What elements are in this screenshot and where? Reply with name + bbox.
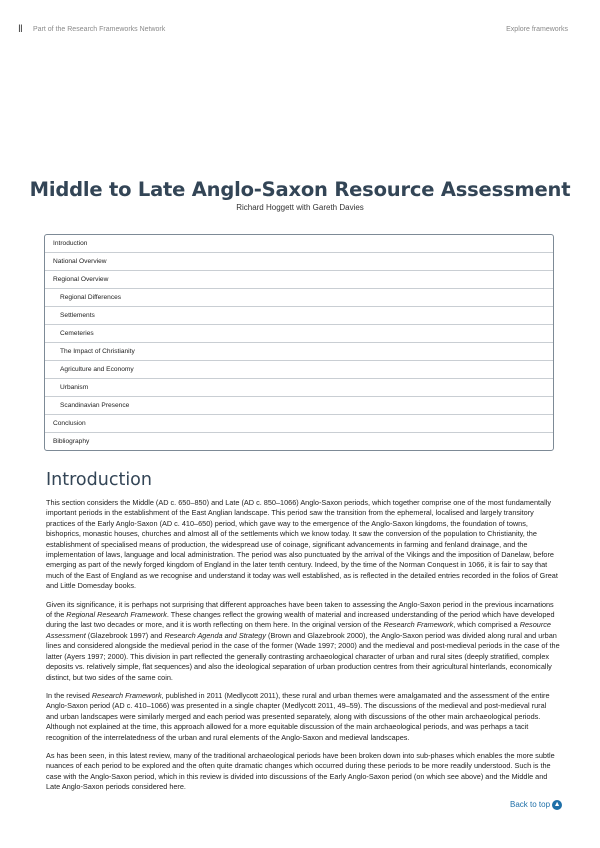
section-heading: Introduction <box>46 470 152 490</box>
back-to-top-button[interactable] <box>508 799 564 811</box>
toc-item-bibliography[interactable]: Bibliography <box>53 438 90 445</box>
toc-item-impact-of-christianity[interactable]: The Impact of Christianity <box>45 343 553 361</box>
paragraph: This section considers the Middle (AD c. 650–850) and Late (AD c. 850–1066) Anglo-Saxon periods, which together comprise one of the most fundamentally important periods in the establishment of the East Anglian landscape. This period saw the transition from the ephemeral, localised and largely transitory practices of the Early Anglo-Saxon (AD c. 410–650) period, which gave way to the emergence of the Anglo-Saxon kingdoms, the foundation of towns, bishoprics, monastic houses, churches and almost all of the settlements which we know today. It saw the conversion of the population to Christianity, the establishment of specialised means of production, the widespread use of coinage, significant advancements in farming and fenland drainage, and the implementation of laws, language and local administration. The period was also punctuated by the arrival of the Vikings and the imposition of Danelaw, before emerging as part of the newly forged kingdom of England in the later tenth century. Indeed, by the time of the Norman Conquest in 1066, it is fair to say that much of the East of England as we recognise and understand it today was well established, as is reflected in the detailed entries recorded in the folios of Great and Little Domesday books. <box>46 498 558 591</box>
toc-item-regional-differences[interactable]: Regional Differences <box>45 289 553 307</box>
toc-item-national-overview[interactable]: National Overview <box>45 253 553 271</box>
back-to-top-label: Back to top <box>510 800 551 809</box>
top-bar <box>0 0 600 60</box>
table-of-contents <box>44 234 554 451</box>
paragraph: Given its significance, it is perhaps not surprising that different approaches have been taken to assessing the Anglo-Saxon period in the previous incarnations of the Regional Research Framework. These changes reflect the growing wealth of material and increased understanding of the period which have developed during the last two decades or more, and it is worth reflecting on them here. In the original version of the Research Framework, which comprised a Resource Assessment (Glazebrook 1997) and Research Agenda and Strategy (Brown and Glazebrook 2000), the Anglo-Saxon period was divided along rural and urban lines and considered alongside the medieval period in the case of the former (Wade 1997; 2000) and the medieval and post-medieval periods in the case of the latter (Ayers 1997; 2000). This division in part reflected the generally contrasting archaeological character of urban and rural sites (deeply stratified, complex deposits vs. relatively simple, flat sequences) and also the ideological separation of urban production centres from their agricultural hinterlands, economically distinct, but two sides of the same coin. <box>46 599 560 682</box>
section-body <box>46 498 560 801</box>
toc-item-introduction[interactable]: Introduction <box>45 235 553 253</box>
toc-item-agriculture-and-economy[interactable]: Agriculture and Economy <box>45 361 553 379</box>
toc-item-urbanism[interactable]: Urbanism <box>45 379 553 397</box>
byline: Richard Hoggett with Gareth Davies <box>236 203 364 212</box>
network-link[interactable]: Part of the Research Frameworks Network <box>33 26 166 33</box>
page-title: Middle to Late Anglo-Saxon Resource Assessment <box>29 178 571 201</box>
paragraph: As has been seen, in this latest review, many of the traditional archaeological periods have been broken down into sub-phases which enables the more subtle nuances of each period to be explored and the often quite dramatic changes which occurred during these periods to be more readily understood. Such is the case with the Anglo-Saxon period, which in this review is divided into discussions of the Early Anglo-Saxon period (on which see above) and the Middle and Late Anglo-Saxon periods considered here. <box>46 750 555 792</box>
toc-item-regional-overview[interactable]: Regional Overview <box>45 271 553 289</box>
toc-item-conclusion[interactable]: Conclusion <box>45 415 553 433</box>
toc-item-settlements[interactable]: Settlements <box>45 307 553 325</box>
toc-item-cemeteries[interactable]: Cemeteries <box>45 325 553 343</box>
explore-frameworks-link[interactable]: Explore frameworks <box>506 26 568 33</box>
chevron-up-icon: ▲ <box>553 800 561 808</box>
toc-item-scandinavian-presence[interactable]: Scandinavian Presence <box>45 397 553 415</box>
paragraph: In the revised Research Framework, published in 2011 (Medlycott 2011), these rural and urban themes were amalgamated and the assessment of the entire Anglo-Saxon period (AD c. 410–1066) was presented in a single chapter (Medlycott 2011, 49–59). The discussions of the medieval and post-medieval rural and urban landscapes were similarly merged and each period was presented separately, along with discussions of the other main archaeological periods. Although not explained at the time, this approach allowed for a more equitable discussion of the main archaeological periods, and was perhaps a tacit recognition of the interrelatedness of the urban and rural elements of the Anglo-Saxon and medieval landscapes. <box>46 690 550 742</box>
logo-icon[interactable]: ǁ <box>18 24 23 35</box>
